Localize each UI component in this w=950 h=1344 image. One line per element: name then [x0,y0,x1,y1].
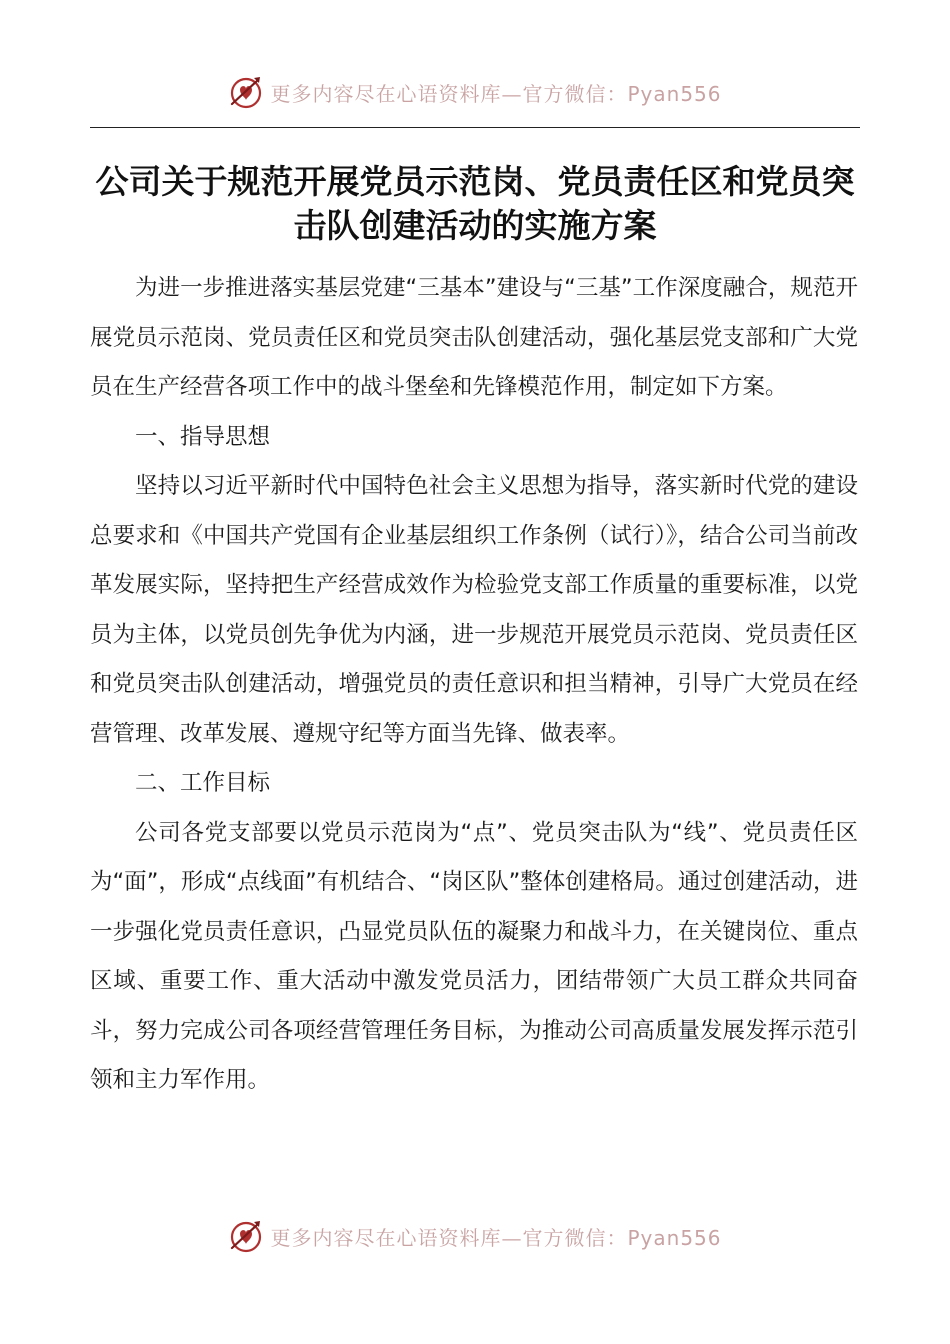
watermark-text: 更多内容尽在心语资料库—官方微信：Pyan556 [270,1225,722,1250]
watermark-wechat-id: Pyan556 [627,81,722,106]
section-heading-work-goals: 二、工作目标 [135,770,271,796]
section-body-guiding-ideology: 坚持以习近平新时代中国特色社会主义思想为指导，落实新时代党的建设总要求和《中国共产党国有企业基层组织工作条例（试行）》，结合公司当前改革发展实际，坚持把生产经营成效作为检验党支部工作质量的重要标准，以党员为主体，以党员创先争优为内涵，进一步规范开展党员示范岗、党员责任区和党员突击队创建活动，增强党员的责任意识和担当精神，引导广大党员在经营管理、改革发展、遵规守纪等方面当先锋、做表率。 [90,473,858,747]
header-watermark [0,70,950,114]
watermark-content [228,74,721,110]
section-heading-guiding-ideology: 一、指导思想 [135,423,271,450]
heart-pen-icon [228,74,264,110]
watermark-wechat-id: Pyan556 [627,1225,722,1250]
section-body-work-goals: 公司各党支部要以党员示范岗为“点”、党员突击队为“线”、党员责任区为“面”，形成“点线面”有机结合、“岗区队”整体创建格局。通过创建活动，进一步强化党员责任意识，凸显党员队伍的凝聚力和战斗力，在关键岗位、重点区域、重要工作、重大活动中激发党员活力，团结带领广大员工群众共同奋斗，努力完成公司各项经营管理任务目标，为推动公司高质量发展发挥示范引领和主力军作用。 [90,819,858,1093]
document-title: 公司关于规范开展党员示范岗、党员责任区和党员突击队创建活动的实施方案 [95,162,855,245]
document-body [90,264,858,1106]
watermark-content [228,1218,721,1254]
footer-watermark [0,1214,950,1258]
header-divider [90,127,860,128]
intro-paragraph: 为进一步推进落实基层党建“三基本”建设与“三基”工作深度融合，规范开展党员示范岗、党员责任区和党员突击队创建活动，强化基层党支部和广大党员在生产经营各项工作中的战斗堡垒和先锋模范作用，制定如下方案。 [90,275,858,400]
heart-pen-icon [228,1218,264,1254]
watermark-text: 更多内容尽在心语资料库—官方微信：Pyan556 [270,81,722,106]
